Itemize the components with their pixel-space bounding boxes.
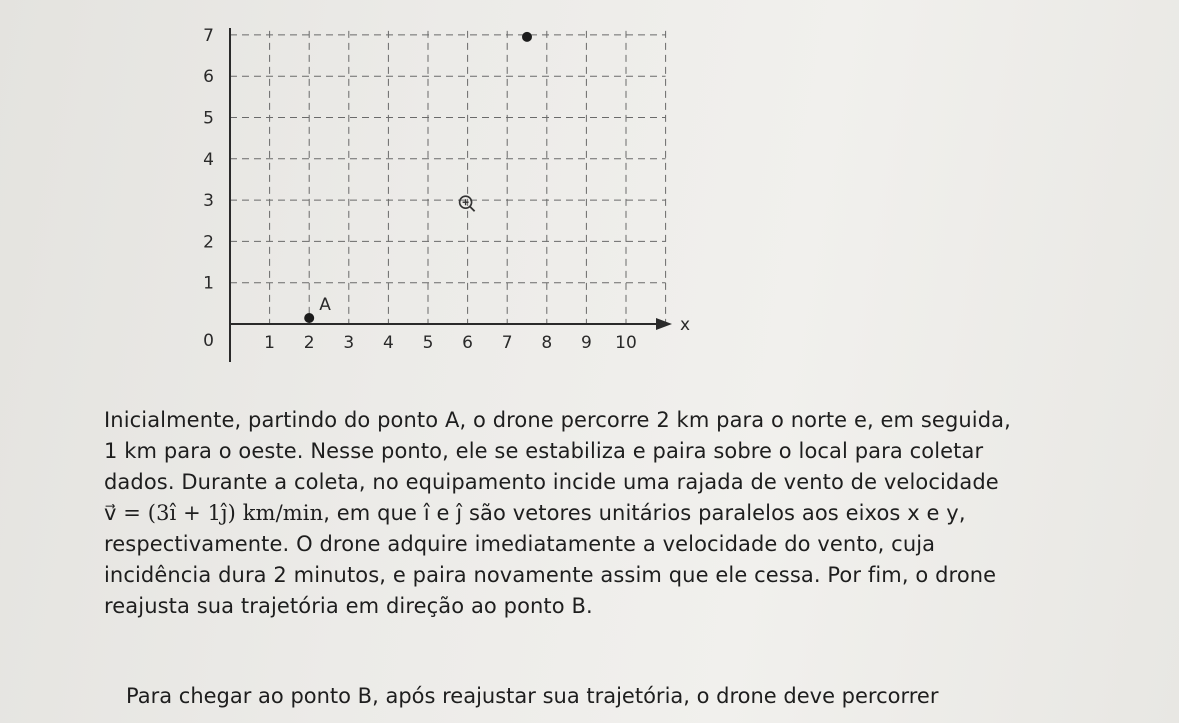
y-tick-label: 2	[203, 232, 214, 253]
statement-line-2: 1 km para o oeste. Nesse ponto, ele se estabiliza e paira sobre o local para coletar	[104, 439, 984, 463]
statement-line-4	[104, 498, 1064, 529]
x-tick-label: 2	[303, 333, 315, 353]
x-tick-label: 1	[264, 333, 276, 353]
point-a-label: A	[319, 295, 331, 315]
statement-line-5: respectivamente. O drone adquire imediatamente a velocidade do vento, cuja	[104, 532, 936, 556]
x-axis-arrowhead	[656, 318, 672, 330]
x-tick-label: 10	[615, 333, 637, 353]
statement-line-1: Inicialmente, partindo do ponto A, o drone percorre 2 km para o norte e, em seguida,	[104, 408, 1011, 432]
x-tick-label: 9	[580, 333, 592, 353]
y-tick-label: 0	[203, 331, 214, 351]
statement-line-4-rest: , em que î e ĵ são vetores unitários paralelos aos eixos x e y,	[323, 501, 966, 525]
grid-lines	[230, 31, 666, 324]
y-tick-label: 4	[203, 149, 214, 170]
y-tick-label: 7	[203, 25, 214, 46]
x-tick-label: 7	[501, 333, 513, 353]
y-tick-label: 3	[203, 191, 214, 212]
point-top-marker	[522, 32, 532, 42]
x-tick-label: 3	[343, 333, 355, 353]
x-tick-labels	[264, 333, 637, 353]
y-tick-labels	[203, 26, 214, 351]
x-tick-label: 6	[462, 333, 474, 353]
x-axis-label: x	[680, 315, 691, 335]
coordinate-grid	[0, 0, 760, 380]
y-tick-label: 1	[203, 273, 214, 294]
wind-velocity-formula: v⃗ = (3î + 1ĵ) km/min	[104, 501, 324, 525]
y-tick-label: 5	[203, 108, 214, 129]
statement-line-6: incidência dura 2 minutos, e paira novamente assim que ele cessa. Por fim, o drone	[104, 563, 997, 587]
question-text: Para chegar ao ponto B, após reajustar sua trajetória, o drone deve percorrer	[126, 684, 939, 708]
problem-statement	[104, 405, 1064, 622]
statement-line-3: dados. Durante a coleta, no equipamento incide uma rajada de vento de velocidade	[104, 470, 999, 494]
x-tick-label: 4	[382, 333, 394, 353]
statement-line-7: reajusta sua trajetória em direção ao ponto B.	[104, 594, 593, 618]
x-tick-label: 8	[541, 333, 553, 353]
y-tick-label: 6	[203, 67, 214, 88]
x-tick-label: 5	[422, 333, 434, 353]
point-a-marker	[304, 313, 314, 323]
